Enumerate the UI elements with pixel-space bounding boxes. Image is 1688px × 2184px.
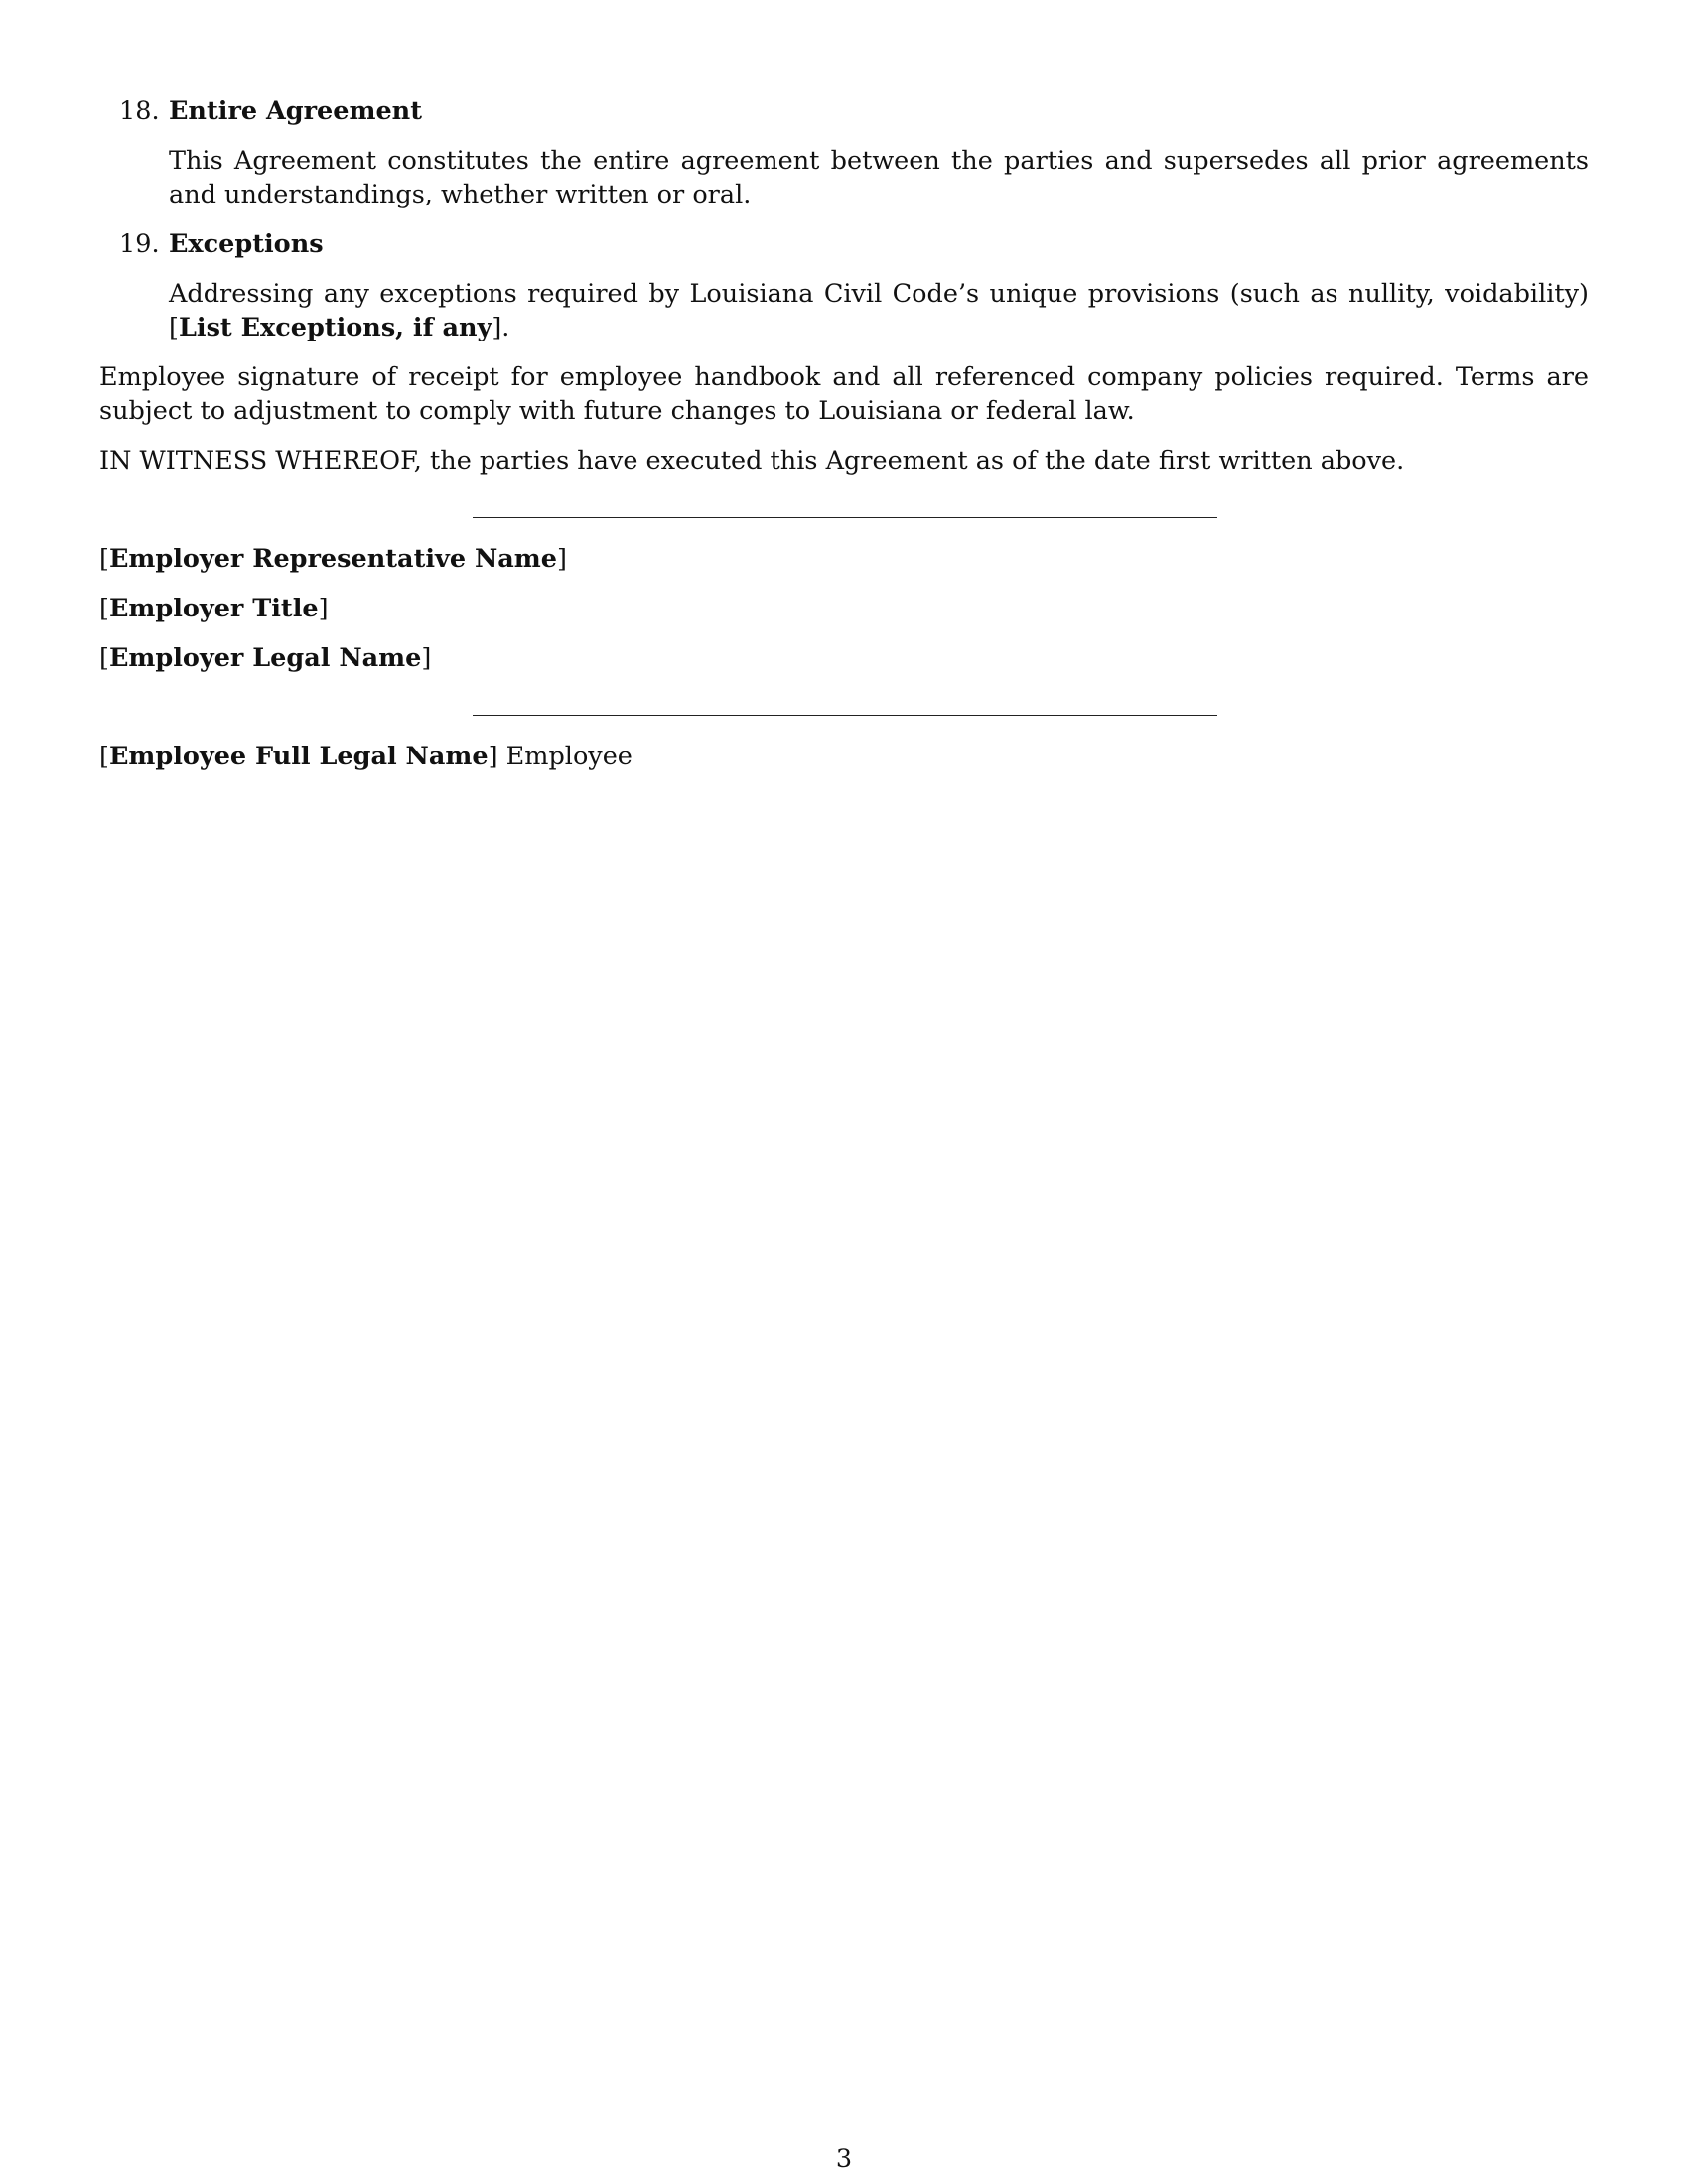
section-body-text: Addressing any exceptions required by Louisiana Civil Code’s unique provisions (such as nullity, voidability) [ <box>169 279 1589 342</box>
employee-full-legal-name-placeholder: Employee Full Legal Name <box>108 742 489 771</box>
section-heading <box>99 94 1589 128</box>
section-number: 19. <box>119 229 160 259</box>
section-body: This Agreement constitutes the entire agreement between the parties and supersedes all prior agreements and understandings, whether written or oral. <box>169 146 1589 209</box>
employer-representative-name-placeholder: Employer Representative Name <box>108 544 557 574</box>
employee-signature-line[interactable] <box>473 715 1217 716</box>
placeholder-list-exceptions: List Exceptions, if any <box>178 313 492 342</box>
employer-signature-line[interactable] <box>473 517 1217 518</box>
section-body <box>99 277 1589 344</box>
section-19 <box>99 227 1589 344</box>
section-title: Exceptions <box>169 229 324 259</box>
employer-representative-name: [Employer Representative Name] <box>99 544 567 574</box>
witness-paragraph: IN WITNESS WHEREOF, the parties have executed this Agreement as of the date first written above. <box>99 446 1405 476</box>
receipt-paragraph: Employee signature of receipt for employee handbook and all referenced company policies required. Terms are subject to adjustment to comply with future changes to Louisiana or federal law. <box>99 362 1589 426</box>
section-18 <box>99 94 1589 211</box>
section-heading <box>99 227 1589 261</box>
section-body-text-end: ]. <box>492 313 510 342</box>
employer-signature-block <box>99 542 1589 675</box>
page-number: 3 <box>835 2144 853 2174</box>
employer-legal-name-placeholder: Employer Legal Name <box>108 643 422 673</box>
document-page <box>99 94 1589 789</box>
employee-name-row: [Employee Full Legal Name] Employee <box>99 742 633 771</box>
section-title: Entire Agreement <box>169 96 422 126</box>
employer-title-placeholder: Employer Title <box>108 594 319 623</box>
employee-role-label: Employee <box>505 742 633 771</box>
employer-title: [Employer Title] <box>99 594 329 623</box>
employer-legal-name: [Employer Legal Name] <box>99 643 432 673</box>
section-number: 18. <box>119 96 160 126</box>
employee-signature-block <box>99 740 1589 773</box>
